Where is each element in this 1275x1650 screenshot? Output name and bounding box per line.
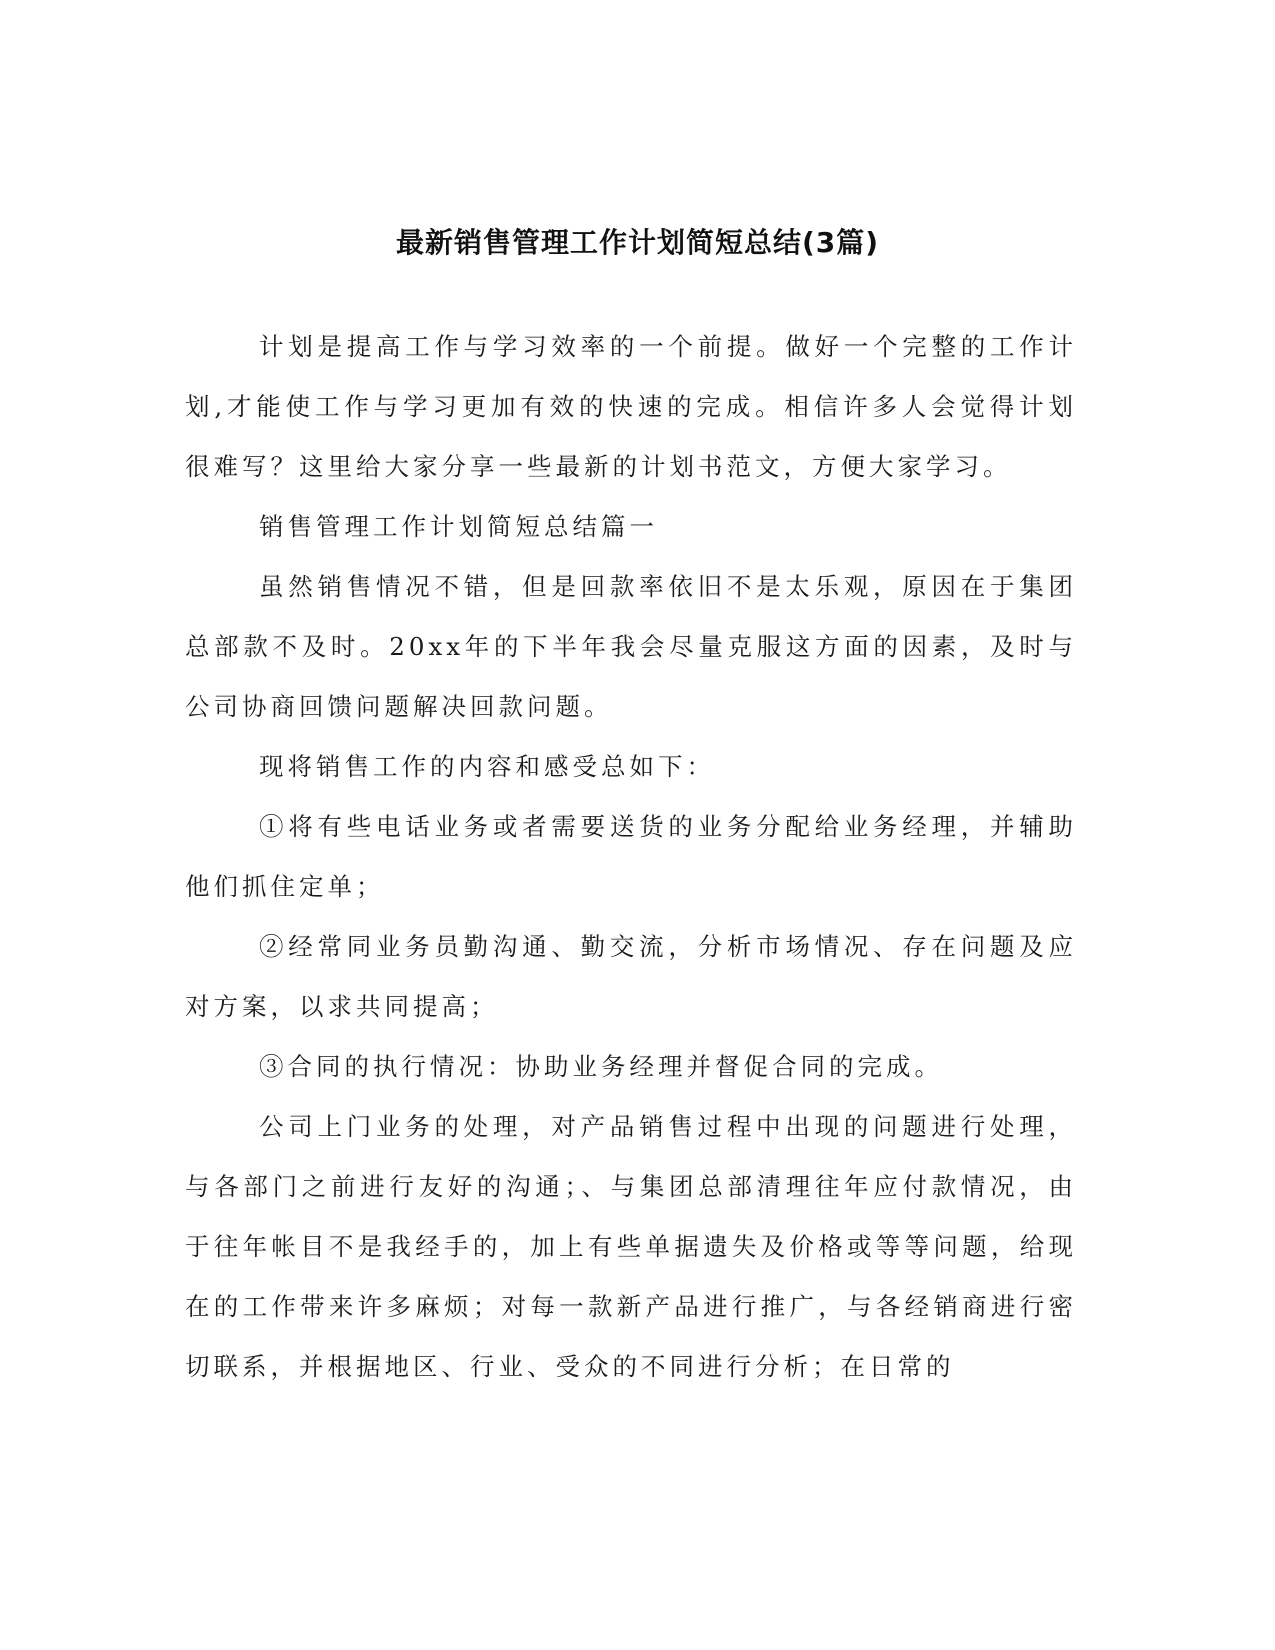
list-item: ②经常同业务员勤沟通、勤交流，分析市场情况、存在问题及应对方案，以求共同提高； (185, 932, 1077, 1021)
document-title: 最新销售管理工作计划简短总结(3篇) (395, 225, 880, 259)
intro-paragraph: 计划是提高工作与学习效率的一个前提。做好一个完整的工作计划,才能使工作与学习更加有效的快速的完成。相信许多人会觉得计划很难写？这里给大家分享一些最新的计划书范文，方便大家学习。 (185, 332, 1077, 481)
list-item: ①将有些电话业务或者需要送货的业务分配给业务经理，并辅助他们抓住定单； (185, 812, 1077, 901)
list-item: ③合同的执行情况：协助业务经理并督促合同的完成。 (259, 1052, 943, 1081)
body-paragraph: 虽然销售情况不错，但是回款率依旧不是太乐观，原因在于集团总部款不及时。20xx年的下半年我会尽量克服这方面的因素，及时与公司协商回馈问题解决回款问题。 (185, 572, 1077, 721)
document-body (185, 317, 1077, 1397)
body-paragraph: 现将销售工作的内容和感受总如下： (259, 752, 715, 781)
section-heading: 销售管理工作计划简短总结篇一 (259, 512, 658, 541)
body-paragraph: 公司上门业务的处理，对产品销售过程中出现的问题进行处理，与各部门之前进行友好的沟通；、与集团总部清理往年应付款情况，由于往年帐目不是我经手的，加上有些单据遗失及价格或等等问题，给现在的工作带来许多麻烦；对每一款新产品进行推广，与各经销商进行密切联系，并根据地区、行业、受众的不同进行分析；在日常的 (185, 1112, 1077, 1381)
